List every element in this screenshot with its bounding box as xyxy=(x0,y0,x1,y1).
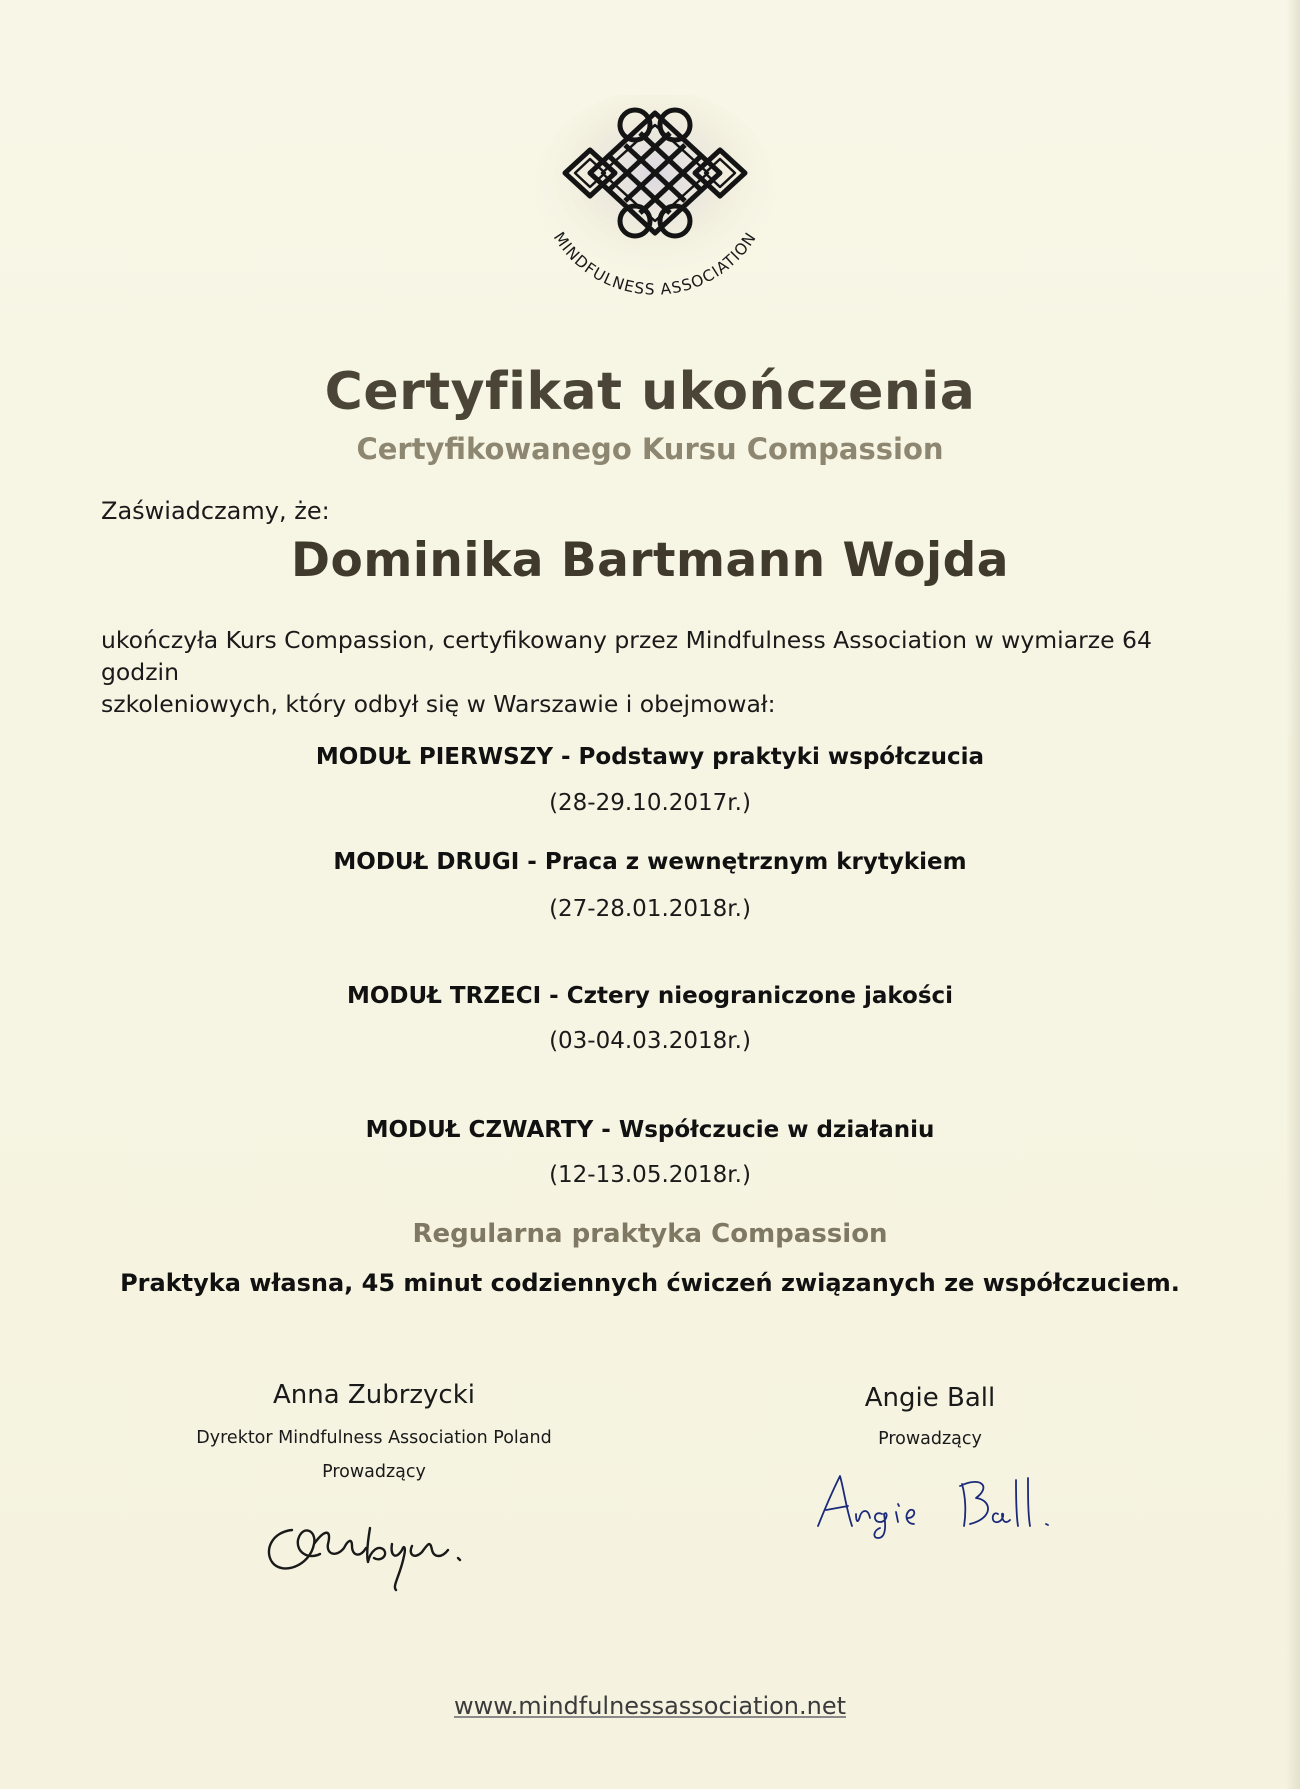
module-2-dates: (27-28.01.2018r.) xyxy=(549,896,751,922)
module-1-dates: (28-29.10.2017r.) xyxy=(549,790,751,816)
description-line: ukończyła Kurs Compassion, certyfikowany przez Mindfulness Association w wymiarze 64 godzin xyxy=(101,626,1152,686)
module-4-dates: (12-13.05.2018r.) xyxy=(549,1162,751,1188)
signatory-1-role: Dyrektor Mindfulness Association Poland xyxy=(196,1428,552,1448)
module-3-dates: (03-04.03.2018r.) xyxy=(549,1028,751,1054)
module-2-title: MODUŁ DRUGI - Praca z wewnętrznym krytykiem xyxy=(333,849,967,875)
recipient-name: Dominika Bartmann Wojda xyxy=(291,533,1009,588)
logo-arc-text: MINDFULNESS ASSOCIATION xyxy=(549,228,761,299)
practice-text: Praktyka własna, 45 minut codziennych ćwiczeń związanych ze współczuciem. xyxy=(120,1269,1180,1297)
certificate-title: Certyfikat ukończenia xyxy=(324,362,976,422)
signatory-2-name: Angie Ball xyxy=(864,1383,996,1413)
description-line: szkoleniowych, który odbył się w Warszawie i obejmował: xyxy=(101,690,776,718)
module-3-title: MODUŁ TRZECI - Cztery nieograniczone jakości xyxy=(346,983,954,1009)
signatory-2-role: Prowadzący xyxy=(878,1429,982,1449)
mindfulness-association-logo xyxy=(520,95,790,315)
intro-text: Zaświadczamy, że: xyxy=(101,497,330,525)
website-link[interactable]: www.mindfulnessassociation.net xyxy=(453,1692,847,1720)
handwritten-signature-icon xyxy=(262,1500,502,1590)
module-4-title: MODUŁ CZWARTY - Współczucie w działaniu xyxy=(365,1117,935,1143)
course-description xyxy=(101,624,1231,720)
handwritten-signature-icon xyxy=(812,1466,1092,1546)
practice-heading: Regularna praktyka Compassion xyxy=(412,1219,888,1249)
signatory-1-role-2: Prowadzący xyxy=(322,1462,426,1482)
certificate-subtitle: Certyfikowanego Kursu Compassion xyxy=(356,432,944,466)
signatory-1-name: Anna Zubrzycki xyxy=(272,1380,476,1410)
module-1-title: MODUŁ PIERWSZY - Podstawy praktyki współczucia xyxy=(315,744,985,770)
